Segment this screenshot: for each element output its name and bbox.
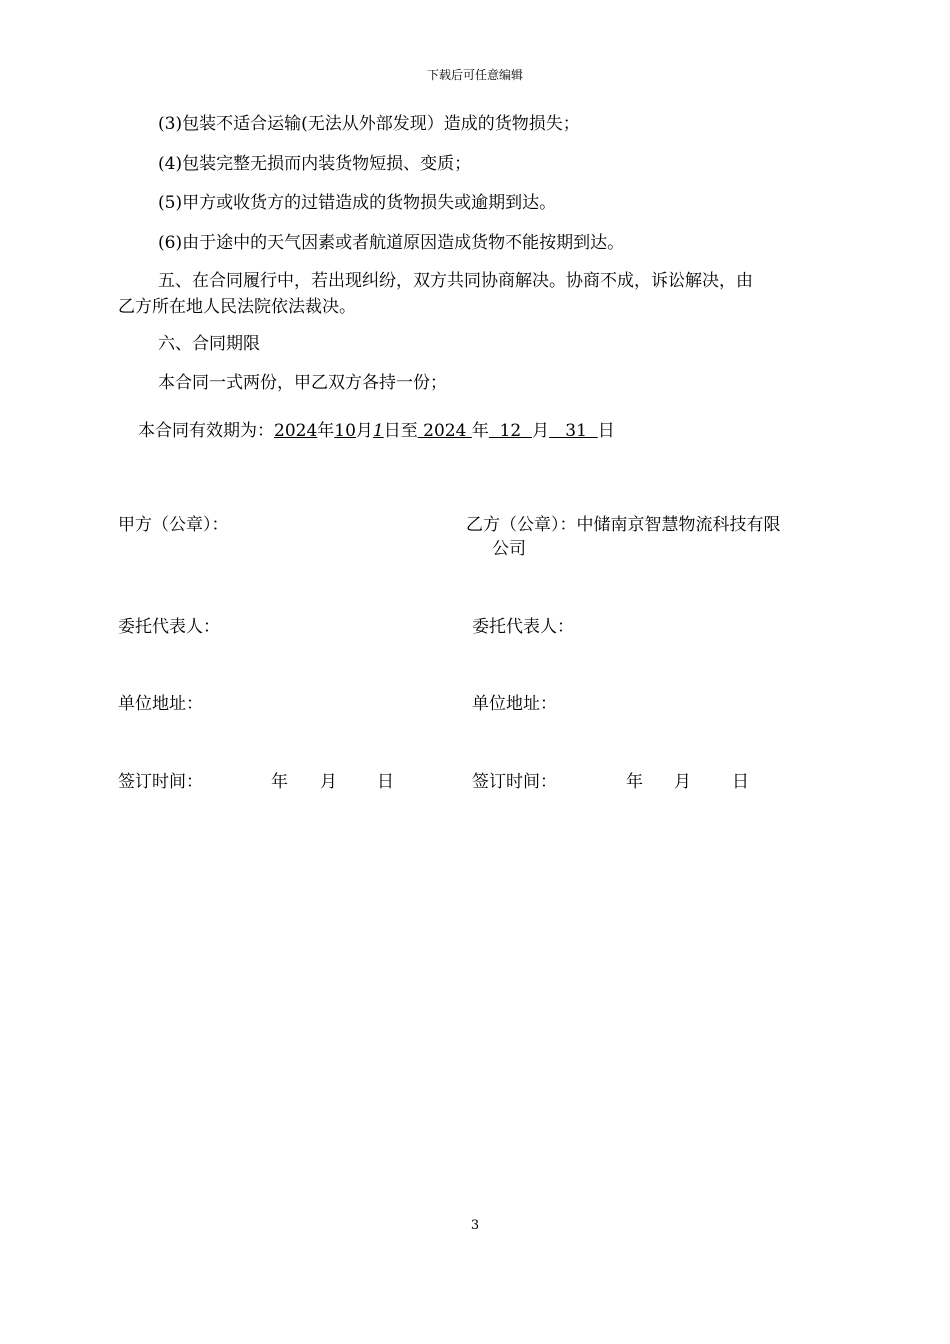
party-a-seal: 甲方（公章）： — [118, 515, 229, 535]
party-b-year: 年 — [626, 772, 643, 792]
validity-period: 本合同有效期为：2024年10月1日至 2024 年 12 月 31 日 — [138, 421, 615, 441]
copies-statement: 本合同一式两份，甲乙双方各持一份； — [158, 373, 447, 393]
page-header: 下载后可任意编辑 — [426, 68, 523, 82]
party-a-sign-time: 签订时间： — [118, 772, 203, 792]
start-month: 10 — [334, 421, 356, 441]
party-b-sign-time: 签订时间： — [472, 772, 557, 792]
item-3: (3)包装不适合运输(无法从外部发现）造成的货物损失； — [158, 114, 580, 134]
party-b-month: 月 — [674, 772, 691, 792]
validity-prefix: 本合同有效期为： — [138, 421, 274, 441]
party-b-seal-cont: 公司 — [492, 539, 526, 559]
party-b-address: 单位地址： — [472, 694, 557, 714]
party-b-representative: 委托代表人： — [472, 617, 574, 637]
clause-6-heading: 六、合同期限 — [158, 334, 260, 354]
end-day: 31 — [549, 421, 598, 441]
clause-5-line-1: 五、在合同履行中，若出现纠纷，双方共同协商解决。协商不成，诉讼解决，由 — [158, 271, 753, 291]
party-a-year: 年 — [271, 772, 288, 792]
party-a-day: 日 — [377, 772, 394, 792]
item-5: (5)甲方或收货方的过错造成的货物损失或逾期到达。 — [158, 193, 557, 213]
item-4: (4)包装完整无损而内装货物短损、变质； — [158, 154, 472, 174]
party-a-representative: 委托代表人： — [118, 617, 220, 637]
end-year: 2024 — [417, 421, 472, 441]
page-number: 3 — [470, 1218, 480, 1233]
party-b-day: 日 — [732, 772, 749, 792]
start-day: 1 — [372, 421, 384, 441]
party-b-seal: 乙方（公章）：中储南京智慧物流科技有限 — [466, 515, 781, 535]
party-a-address: 单位地址： — [118, 694, 203, 714]
item-6: (6)由于途中的天气因素或者航道原因造成货物不能按期到达。 — [158, 233, 625, 253]
party-a-month: 月 — [320, 772, 337, 792]
end-month: 12 — [488, 421, 533, 441]
clause-5-line-2: 乙方所在地人民法院依法裁决。 — [118, 297, 356, 317]
start-year: 2024 — [274, 421, 318, 441]
